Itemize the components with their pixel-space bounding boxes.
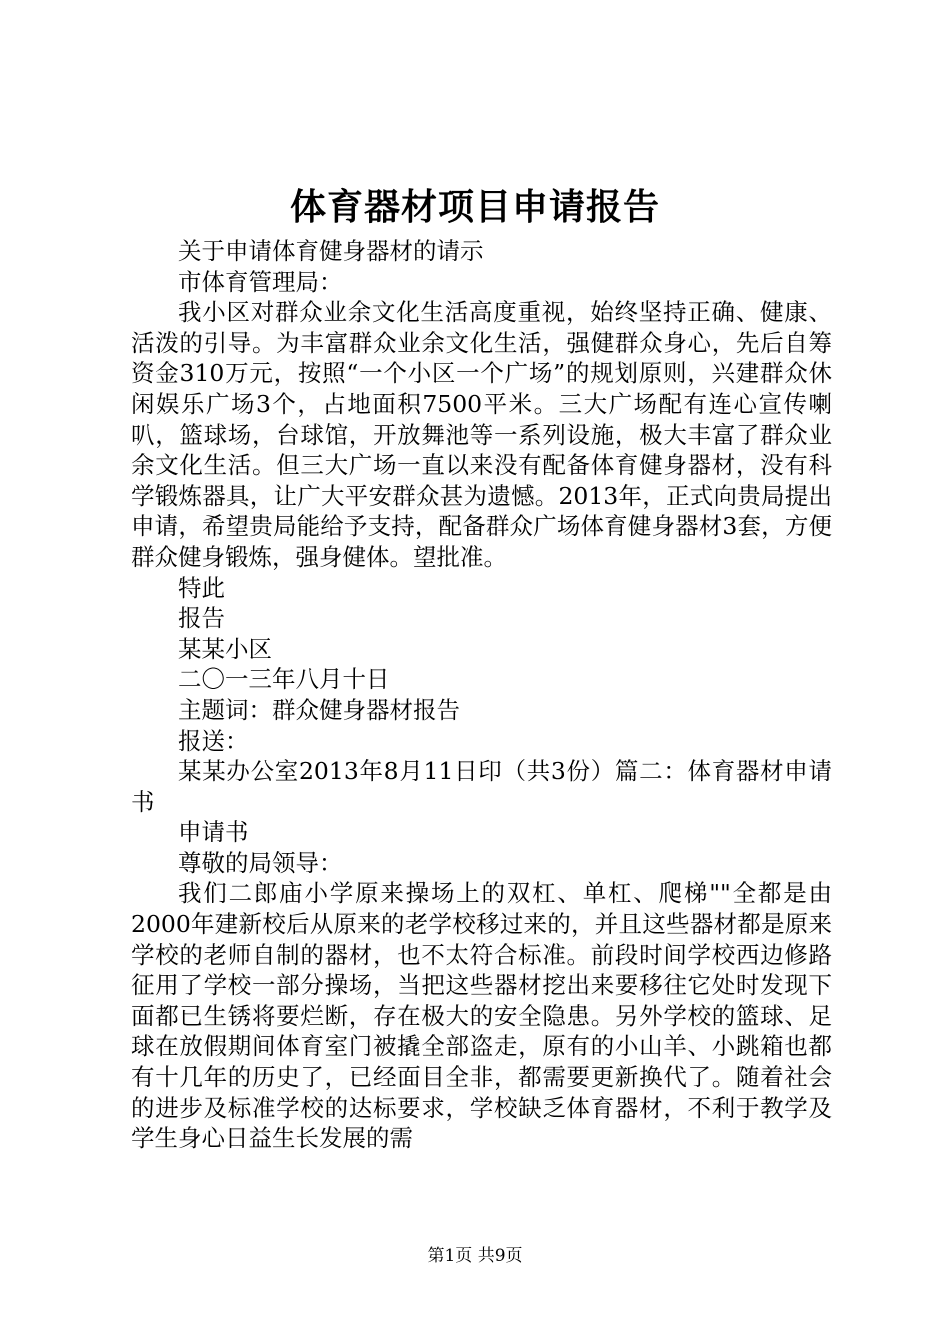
paragraph: 特此	[178, 573, 225, 602]
paragraph: 关于申请体育健身器材的请示	[178, 237, 484, 265]
document-title: 体育器材项目申请报告	[289, 186, 660, 228]
paragraph: 二〇一三年八月十日	[178, 665, 390, 694]
paragraph: 我小区对群众业余文化生活高度重视，始终坚持正确、健康、活泼的引导。为丰富群众业余文化生活，强健群众身心，先后自筹资金310万元，按照“一个小区一个广场”的规划原则，兴建群众休闲娱乐广场3个，占地面积7500平米。三大广场配有连心宣传喇叭，篮球场，台球馆，开放舞池等一系列设施，极大丰富了群众业余文化生活。但三大广场一直以来没有配备体育健身器材，没有科学锻炼器具，让广大平安群众甚为遗憾。2013年，正式向贵局提出申请，希望贵局能给予支持，配备群众广场体育健身器材3套，方便群众健身锻炼，强身健体。望批准。	[131, 298, 832, 571]
document-body	[131, 236, 832, 1154]
paragraph: 主题词：群众健身器材报告	[178, 695, 460, 724]
paragraph: 尊敬的局领导：	[178, 848, 343, 877]
paragraph: 报送：	[178, 726, 249, 755]
paragraph: 某某小区	[178, 634, 272, 663]
paragraph: 申请书	[178, 818, 249, 847]
paragraph: 报告	[178, 604, 225, 633]
paragraph: 我们二郎庙小学原来操场上的双杠、单杠、爬梯""全都是由2000年建新校后从原来的老学校移过来的，并且这些器材都是原来学校的老师自制的器材，也不太符合标准。前段时间学校西边修路征用了学校一部分操场，当把这些器材挖出来要移往它处时发现下面都已生锈将要烂断，存在极大的安全隐患。另外学校的篮球、足球在放假期间体育室门被撬全部盗走，原有的小山羊、小跳箱也都有十几年的历史了，已经面目全非，都需要更新换代了。随着社会的进步及标准学校的达标要求，学校缺乏体育器材，不利于教学及学生身心日益生长发展的需	[131, 879, 832, 1153]
paragraph: 市体育管理局：	[178, 267, 343, 296]
paragraph: 某某办公室2013年8月11日印（共3份）篇二：体育器材申请书	[131, 757, 832, 816]
page-number: 第1页 共9页	[427, 1246, 523, 1266]
